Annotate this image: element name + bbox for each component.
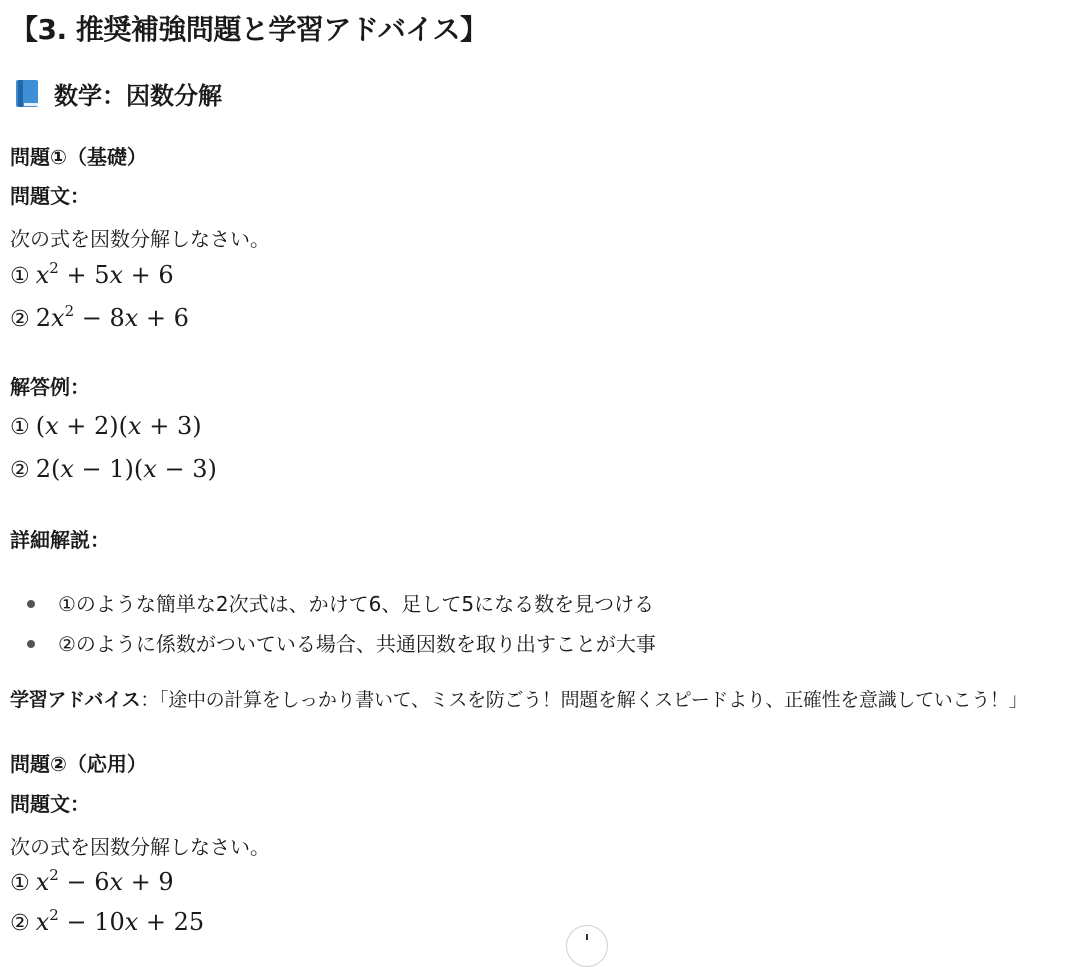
math-expression: $x^2 - 10x + 25$ xyxy=(35,906,205,936)
item-number: ① xyxy=(10,871,30,896)
explanation-list xyxy=(10,584,656,664)
subject-heading xyxy=(16,76,222,111)
study-advice xyxy=(10,685,1027,712)
item-number: ② xyxy=(10,307,30,332)
list-item xyxy=(10,584,656,624)
problem2-item-2 xyxy=(10,908,204,936)
answer-label: 解答例： xyxy=(10,375,90,399)
answer-1 xyxy=(10,412,202,440)
list-item xyxy=(10,624,656,664)
scroll-to-bottom-button[interactable] xyxy=(566,925,608,967)
item-number: ① xyxy=(10,415,30,440)
blue-book-icon xyxy=(16,80,40,107)
bullet-icon xyxy=(27,600,35,608)
item-number: ② xyxy=(10,458,30,483)
problem1-question-label: 問題文： xyxy=(10,184,90,208)
list-item-text: ①のような簡単な2次式は、かけて6、足して5になる数を見つける xyxy=(58,592,655,616)
math-expression: $x^2 + 5x + 6$ xyxy=(35,259,174,289)
section-title: 【3. 推奨補強問題と学習アドバイス】 xyxy=(10,13,488,46)
problem1-item-2 xyxy=(10,304,189,332)
item-number: ② xyxy=(10,911,30,936)
explanation-label: 詳細解説： xyxy=(10,528,110,552)
math-expression: $x^2 - 6x + 9$ xyxy=(35,866,174,896)
advice-text: ：「途中の計算をしっかり書いて、ミスを防ごう！問題を解くスピードより、正確性を意識していこう！」 xyxy=(140,689,1028,711)
problem1-instruction: 次の式を因数分解しなさい。 xyxy=(10,227,270,251)
item-number: ① xyxy=(10,264,30,289)
problem1-heading: 問題①（基礎） xyxy=(10,145,147,169)
problem2-heading: 問題②（応用） xyxy=(10,752,147,776)
problem2-item-1 xyxy=(10,868,174,896)
subject-title: 数学：因数分解 xyxy=(54,82,222,110)
math-expression: (x + 2)(x + 3) xyxy=(35,412,202,440)
list-item-text: ②のように係数がついている場合、共通因数を取り出すことが大事 xyxy=(58,632,656,656)
bullet-icon xyxy=(27,640,35,648)
math-expression: 2(x − 1)(x − 3) xyxy=(35,455,217,483)
advice-label: 学習アドバイス xyxy=(10,689,141,711)
problem1-item-1 xyxy=(10,261,174,289)
problem2-instruction: 次の式を因数分解しなさい。 xyxy=(10,835,270,859)
math-expression: $2x^2 - 8x + 6$ xyxy=(35,302,189,332)
arrow-down-icon xyxy=(586,934,588,940)
problem2-question-label: 問題文： xyxy=(10,792,90,816)
answer-2 xyxy=(10,455,217,483)
